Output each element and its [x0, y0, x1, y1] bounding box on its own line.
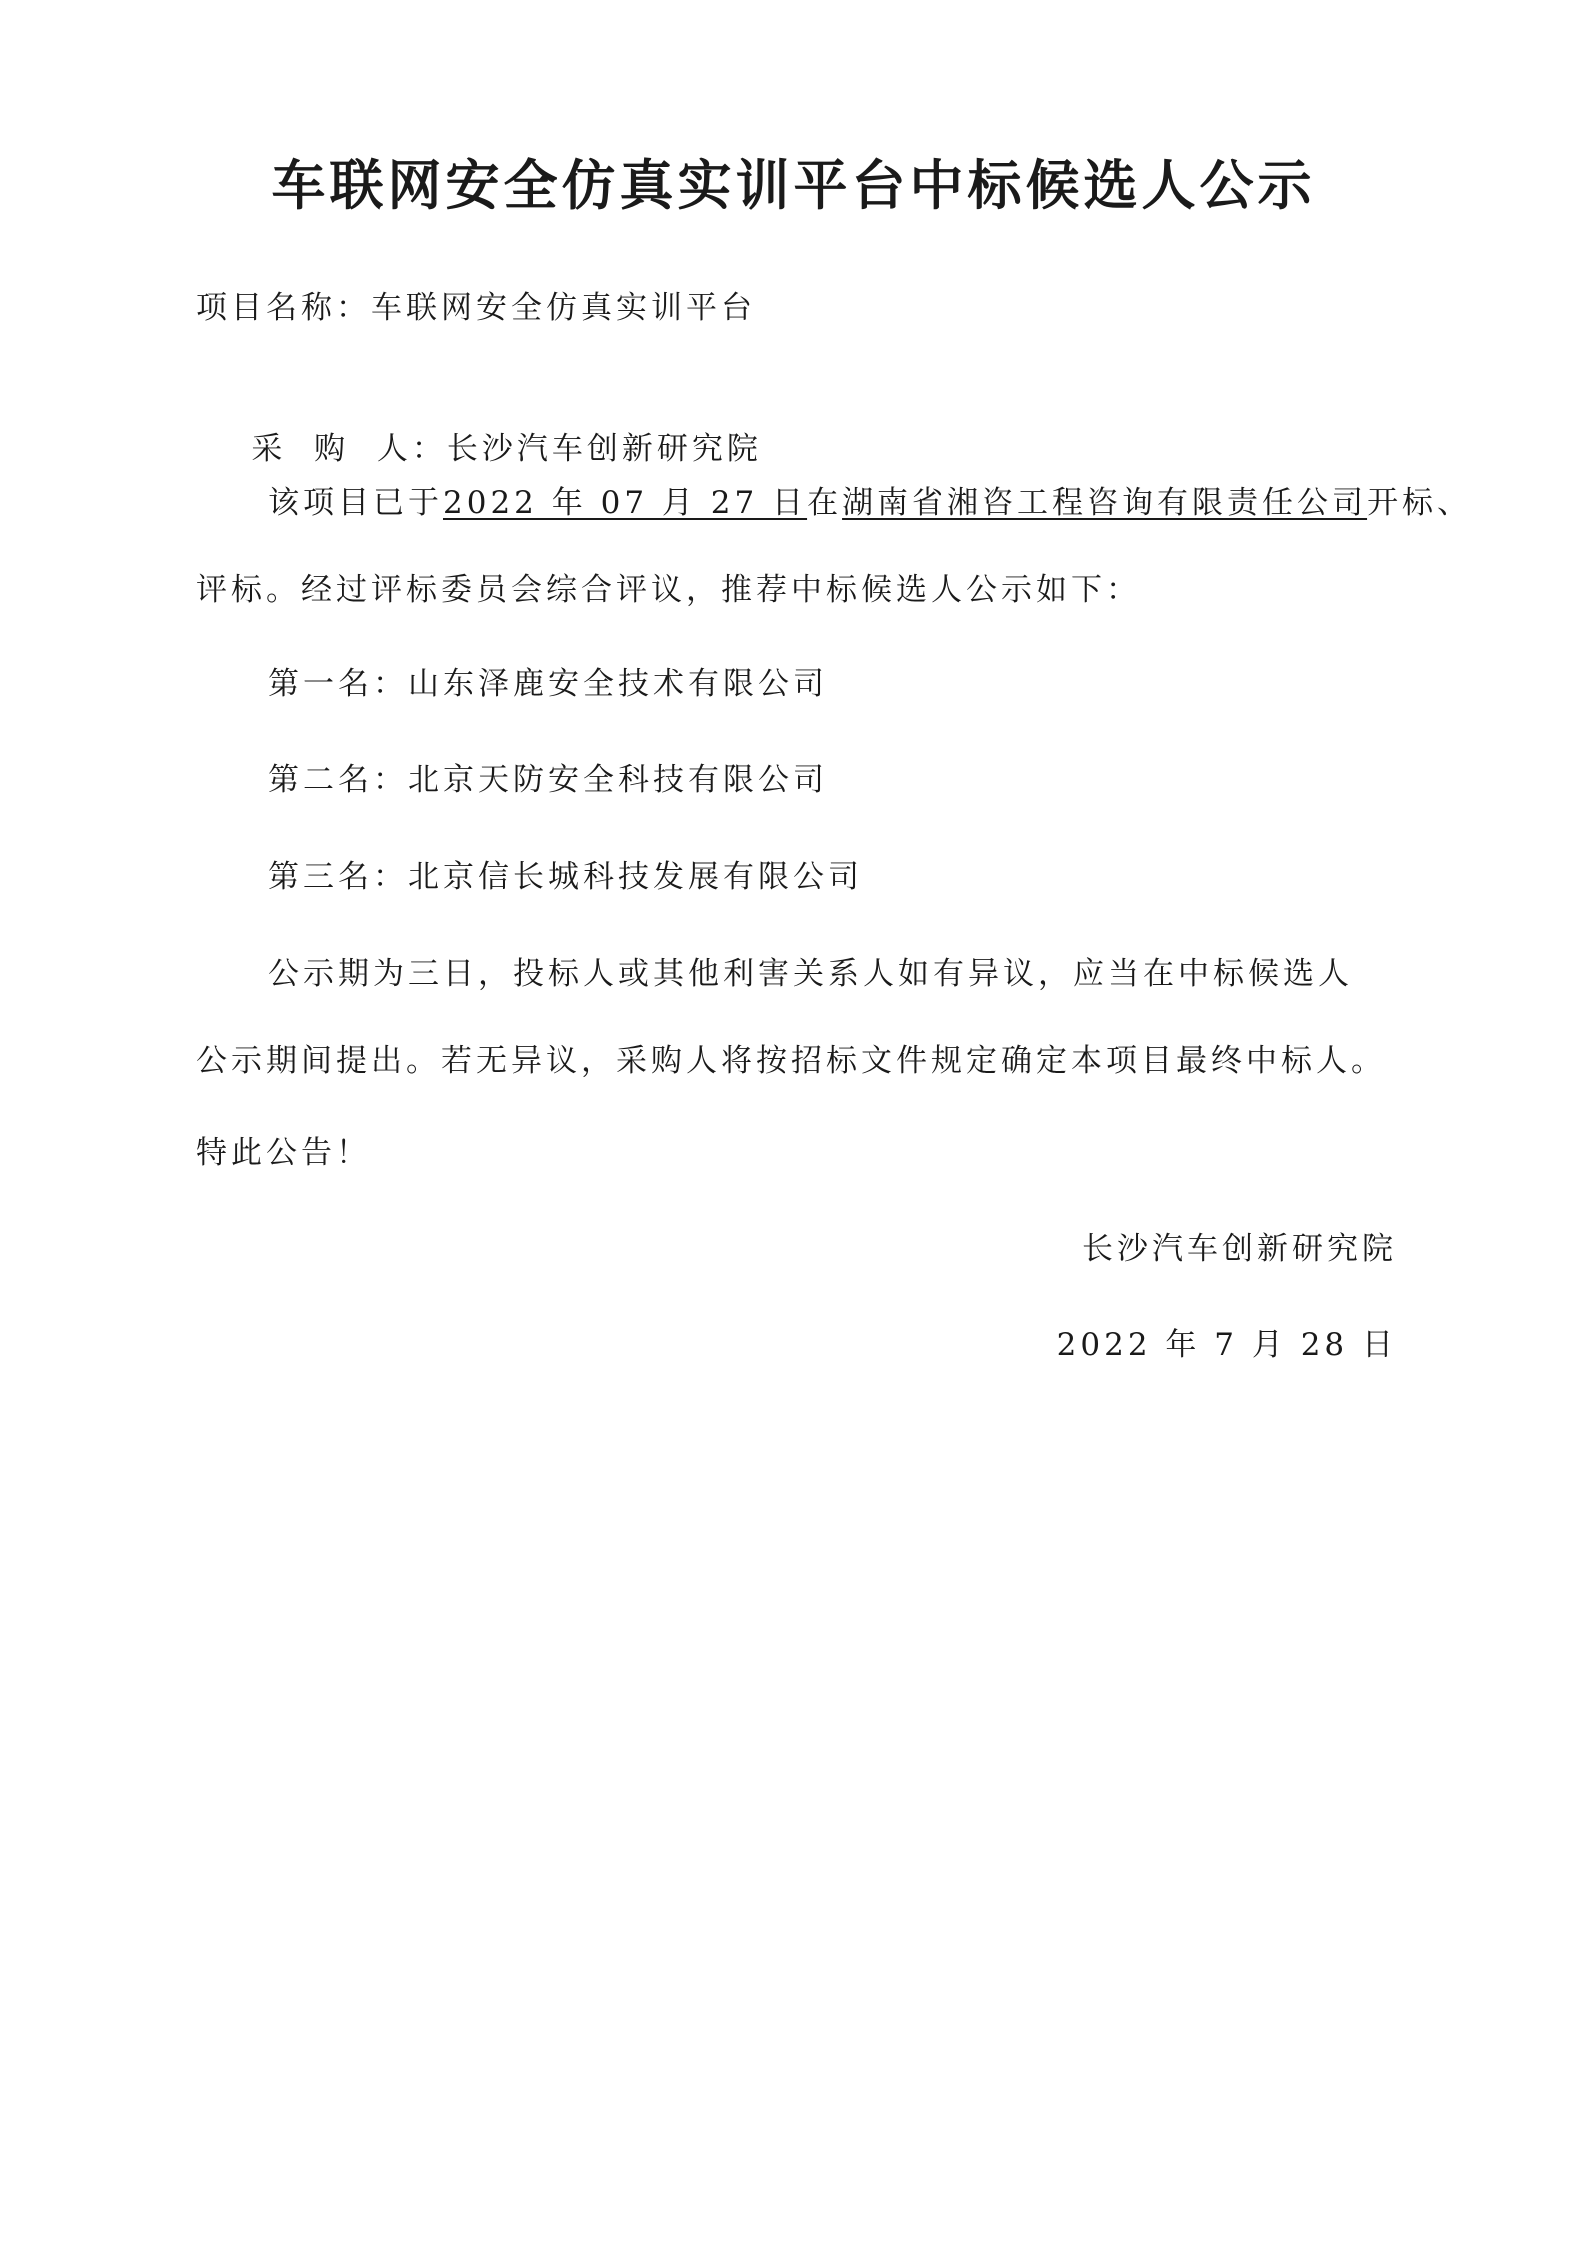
para1-suffix: 开标、 [1367, 485, 1473, 521]
candidate-row [268, 758, 828, 802]
candidate-rank-label: 第一名： [268, 666, 408, 702]
bid-opening-date: 2022 年 07 月 27 日 [443, 485, 808, 521]
paragraph-1-line-1 [268, 481, 1472, 525]
signature-date: 2022 年 7 月 28 日 [1056, 1327, 1397, 1363]
signature-organization: 长沙汽车创新研究院 [1082, 1231, 1397, 1267]
paragraph-1-line-2: 评标。经过评标委员会综合评议，推荐中标候选人公示如下： [196, 572, 1141, 608]
purchaser-label: 采 购 人： [251, 431, 447, 467]
project-name-value: 车联网安全仿真实训平台 [371, 290, 756, 326]
para1-mid: 在 [807, 485, 843, 521]
project-name-row [196, 286, 756, 330]
closing-text: 特此公告！ [196, 1135, 371, 1171]
paragraph-2-line-2: 公示期间提出。若无异议，采购人将按招标文件规定确定本项目最终中标人。 [196, 1043, 1386, 1079]
document-title: 车联网安全仿真实训平台中标候选人公示 [271, 153, 1316, 217]
candidate-rank-label: 第三名： [268, 859, 408, 895]
project-name-label: 项目名称： [196, 290, 371, 326]
candidate-name: 山东泽鹿安全技术有限公司 [408, 666, 828, 702]
candidate-rank-label: 第二名： [268, 762, 408, 798]
agency-name: 湖南省湘咨工程咨询有限责任公司 [842, 485, 1368, 521]
candidate-name: 北京天防安全科技有限公司 [408, 762, 828, 798]
paragraph-2-line-1: 公示期为三日，投标人或其他利害关系人如有异议，应当在中标候选人 [268, 956, 1353, 992]
candidate-row [268, 662, 828, 706]
para1-prefix: 该项目已于 [268, 485, 443, 521]
candidate-name: 北京信长城科技发展有限公司 [408, 859, 863, 895]
candidate-row [268, 855, 863, 899]
purchaser-value: 长沙汽车创新研究院 [446, 431, 762, 467]
